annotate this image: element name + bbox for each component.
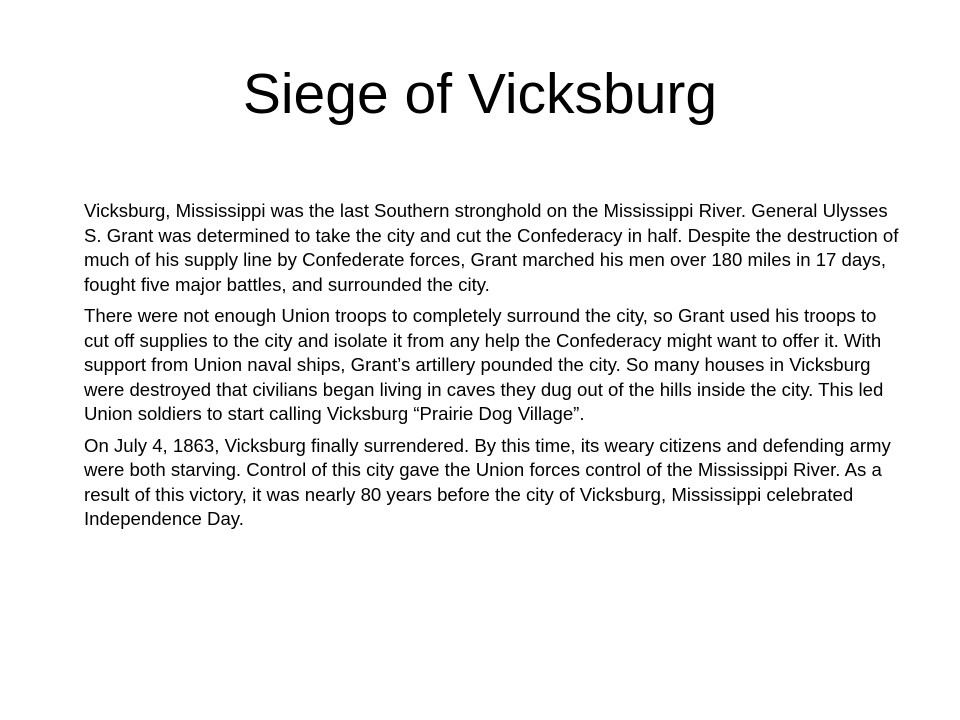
paragraph-siege: There were not enough Union troops to completely surround the city, so Grant used his troops to cut off supplies to the city and isolate it from any help the Confederacy might want to offer it. With support from Union naval ships, Grant’s artillery pounded the city. So many houses in Vicksburg were destroyed that civilians began living in caves they dug out of the hills inside the city. This led Union soldiers to start calling Vicksburg “Prairie Dog Village”. — [84, 305, 884, 424]
slide-title: Siege of Vicksburg — [242, 62, 718, 126]
paragraph-surrender: On July 4, 1863, Vicksburg finally surrendered. By this time, its weary citizens and defending army were both starving. Control of this city gave the Union forces control of the Mississippi River. As a result of this victory, it was nearly 80 years before the city of Vicksburg, Mississippi celebrated Independence Day. — [84, 434, 891, 529]
slide-body — [84, 199, 904, 539]
paragraph-intro: Vicksburg, Mississippi was the last Southern stronghold on the Mississippi River. General Ulysses S. Grant was determined to take the city and cut the Confederacy in half. Despite the destruction of much of his supply line by Confederate forces, Grant marched his men over 180 miles in 17 days, fought five major battles, and surrounded the city. — [84, 200, 899, 295]
